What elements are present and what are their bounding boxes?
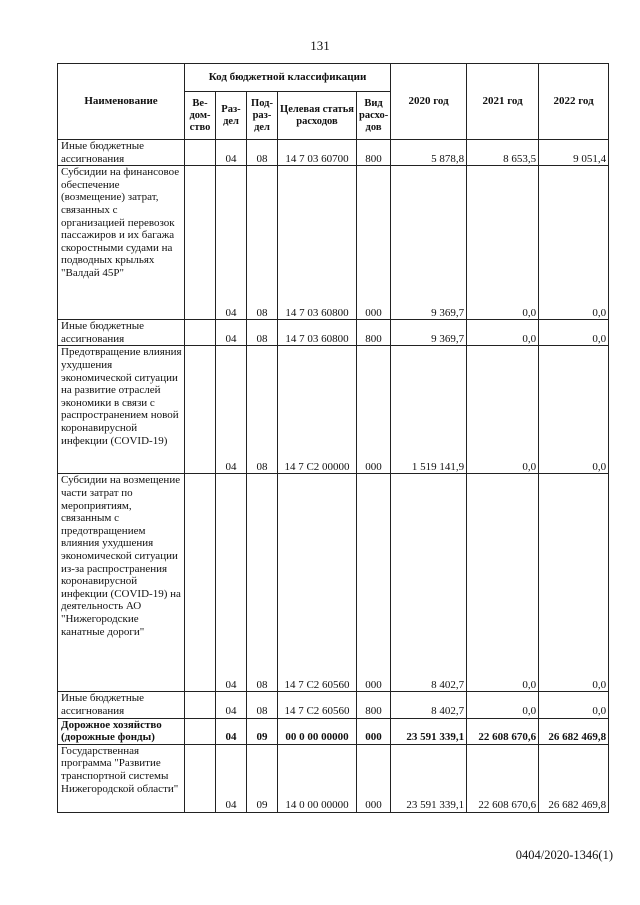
row-razdel: 04: [216, 346, 247, 474]
row-name: Иные бюджетные ассигнования: [58, 140, 185, 166]
row-value-2021: 22 608 670,6: [467, 744, 539, 812]
row-value-2022: 26 682 469,8: [539, 718, 609, 744]
header-code-group: Код бюджетной классификации: [185, 64, 391, 92]
header-vedomstvo: Ве-дом-ство: [185, 92, 216, 140]
row-razdel: 04: [216, 474, 247, 692]
row-podrazdel: 08: [247, 320, 278, 346]
row-value-2020: 8 402,7: [391, 692, 467, 718]
row-target: 14 0 00 00000: [278, 744, 357, 812]
row-value-2020: 9 369,7: [391, 320, 467, 346]
row-value-2020: 1 519 141,9: [391, 346, 467, 474]
row-target: 00 0 00 00000: [278, 718, 357, 744]
table-body: [58, 140, 609, 813]
row-value-2022: 0,0: [539, 320, 609, 346]
row-vid: 800: [357, 140, 391, 166]
table-row: [58, 320, 609, 346]
row-target: 14 7 C2 60560: [278, 474, 357, 692]
row-name: Предотвращение влияния ухудшения экономической ситуации на развитие отраслей экономики в связи с распространением новой коронавирусной инфекции (COVID-19): [58, 346, 185, 474]
row-value-2022: 26 682 469,8: [539, 744, 609, 812]
row-vid: 800: [357, 320, 391, 346]
header-2020: 2020 год: [391, 64, 467, 140]
document-code: 0404/2020-1346(1): [515, 848, 613, 862]
row-value-2021: 0,0: [467, 474, 539, 692]
row-vid: 000: [357, 744, 391, 812]
row-value-2020: 5 878,8: [391, 140, 467, 166]
row-vedomstvo: [185, 744, 216, 812]
table-row: [58, 140, 609, 166]
row-target: 14 7 C2 00000: [278, 346, 357, 474]
row-podrazdel: 08: [247, 166, 278, 320]
row-vid: 000: [357, 166, 391, 320]
header-2022: 2022 год: [539, 64, 609, 140]
row-name: Государственная программа "Развитие транспортной системы Нижегородской области": [58, 744, 185, 812]
table-row: [58, 744, 609, 812]
row-razdel: 04: [216, 692, 247, 718]
row-vedomstvo: [185, 692, 216, 718]
table-row: [58, 346, 609, 474]
row-value-2022: 9 051,4: [539, 140, 609, 166]
row-razdel: 04: [216, 744, 247, 812]
table-row: [58, 692, 609, 718]
row-razdel: 04: [216, 140, 247, 166]
row-vedomstvo: [185, 320, 216, 346]
row-name: Субсидии на финансовое обеспечение (возмещение) затрат, связанных с организацией перевозок пассажиров и их багажа скоростными судами на подводных крыльях "Валдай 45Р": [58, 166, 185, 320]
row-value-2021: 0,0: [467, 166, 539, 320]
row-value-2021: 22 608 670,6: [467, 718, 539, 744]
row-value-2021: 0,0: [467, 692, 539, 718]
header-vid: Вид расхо-дов: [357, 92, 391, 140]
row-razdel: 04: [216, 718, 247, 744]
page-number: 131: [310, 38, 330, 53]
row-vedomstvo: [185, 346, 216, 474]
row-value-2021: 8 653,5: [467, 140, 539, 166]
row-target: 14 7 03 60700: [278, 140, 357, 166]
table-row: [58, 474, 609, 692]
header-target: Целевая статья расходов: [278, 92, 357, 140]
budget-table: [57, 63, 609, 813]
row-razdel: 04: [216, 320, 247, 346]
table-row: [58, 718, 609, 744]
row-value-2022: 0,0: [539, 474, 609, 692]
header-2021: 2021 год: [467, 64, 539, 140]
row-target: 14 7 03 60800: [278, 166, 357, 320]
row-vedomstvo: [185, 474, 216, 692]
row-vedomstvo: [185, 718, 216, 744]
row-vedomstvo: [185, 166, 216, 320]
header-razdel: Раз-дел: [216, 92, 247, 140]
row-value-2021: 0,0: [467, 346, 539, 474]
row-podrazdel: 09: [247, 744, 278, 812]
row-value-2020: 23 591 339,1: [391, 744, 467, 812]
row-vid: 000: [357, 718, 391, 744]
row-podrazdel: 08: [247, 140, 278, 166]
row-vedomstvo: [185, 140, 216, 166]
row-vid: 000: [357, 346, 391, 474]
header-name: Наименование: [58, 64, 185, 140]
row-vid: 800: [357, 692, 391, 718]
row-name: Иные бюджетные ассигнования: [58, 692, 185, 718]
row-value-2020: 8 402,7: [391, 474, 467, 692]
row-podrazdel: 08: [247, 692, 278, 718]
row-podrazdel: 09: [247, 718, 278, 744]
row-name: Дорожное хозяйство (дорожные фонды): [58, 718, 185, 744]
row-vid: 000: [357, 474, 391, 692]
row-podrazdel: 08: [247, 474, 278, 692]
row-value-2021: 0,0: [467, 320, 539, 346]
row-value-2022: 0,0: [539, 346, 609, 474]
row-value-2022: 0,0: [539, 692, 609, 718]
header-podrazdel: Под-раз-дел: [247, 92, 278, 140]
row-value-2020: 23 591 339,1: [391, 718, 467, 744]
row-podrazdel: 08: [247, 346, 278, 474]
row-value-2022: 0,0: [539, 166, 609, 320]
table-row: [58, 166, 609, 320]
row-name: Иные бюджетные ассигнования: [58, 320, 185, 346]
row-target: 14 7 C2 60560: [278, 692, 357, 718]
row-value-2020: 9 369,7: [391, 166, 467, 320]
row-razdel: 04: [216, 166, 247, 320]
row-target: 14 7 03 60800: [278, 320, 357, 346]
row-name: Субсидии на возмещение части затрат по мероприятиям, связанным с предотвращением влияния ухудшения экономической ситуации из-за распространения коронавирусной инфекции (COVID-19) на деятельность АО "Нижегородские канатные дороги": [58, 474, 185, 692]
